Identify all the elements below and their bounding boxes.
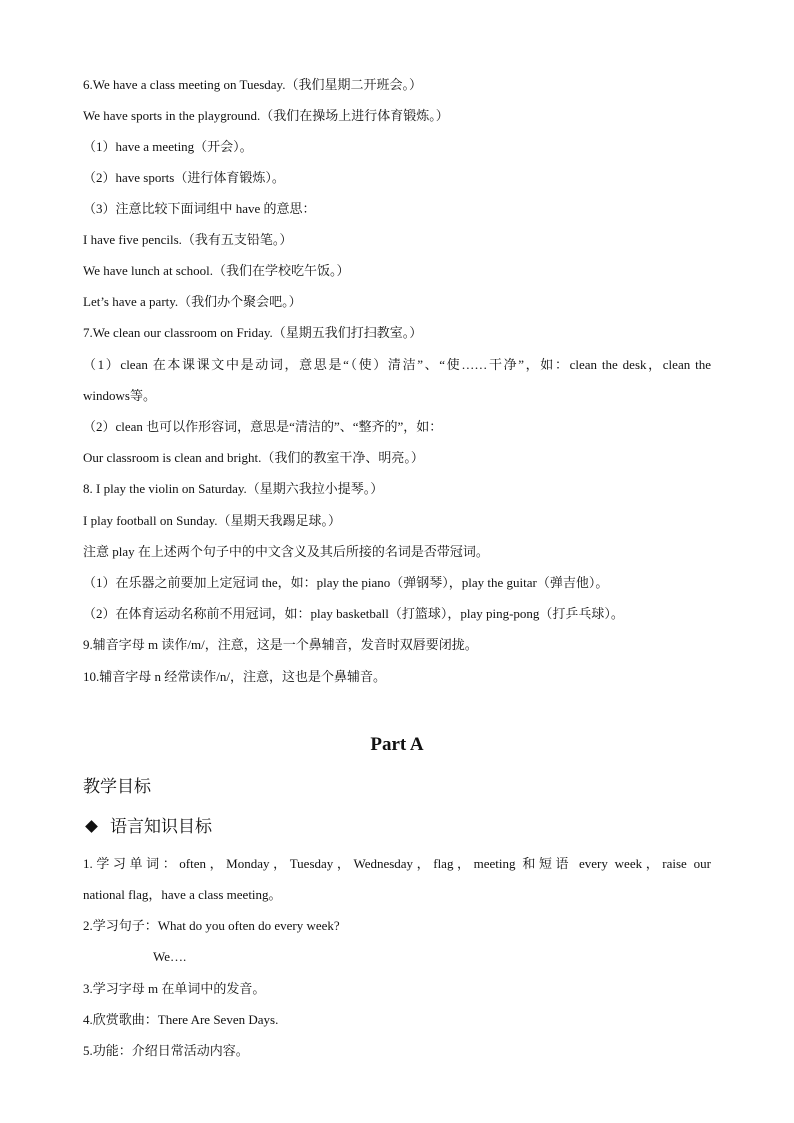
teaching-goals-heading: 教学目标 bbox=[83, 777, 151, 797]
text-line: 注意 play 在上述两个句子中的中文含义及其后所接的名词是否带冠词。 bbox=[83, 544, 489, 559]
language-goals-heading bbox=[83, 816, 212, 838]
text-line: 6.We have a class meeting on Tuesday.（我们星期二开班会。） bbox=[83, 77, 422, 92]
text-line: Let’s have a party.（我们办个聚会吧。） bbox=[83, 294, 302, 309]
text-line: Our classroom is clean and bright.（我们的教室干净、明亮。） bbox=[83, 450, 424, 465]
language-goals-label: 语言知识目标 bbox=[110, 817, 212, 837]
text-line: We have sports in the playground.（我们在操场上进行体育锻炼。） bbox=[83, 108, 449, 123]
text-line: 10.辅音字母 n 经常读作/n/，注意，这也是个鼻辅音。 bbox=[83, 669, 386, 684]
text-line: （3）注意比较下面词组中 have 的意思： bbox=[83, 201, 316, 216]
part-title: Part A bbox=[370, 734, 424, 755]
goal-line: national flag，have a class meeting。 bbox=[83, 887, 282, 902]
goal-line: 1.学习单词：often，Monday，Tuesday，Wednesday，flag，meeting 和短语 every week，raise our bbox=[83, 856, 711, 871]
text-line: （2）在体育运动名称前不用冠词，如：play basketball（打篮球），play ping-pong（打乒乓球）。 bbox=[83, 606, 624, 621]
goal-line: 2.学习句子：What do you often do every week? bbox=[83, 918, 340, 933]
text-line: 9.辅音字母 m 读作/m/，注意，这是一个鼻辅音，发音时双唇要闭拢。 bbox=[83, 637, 478, 652]
text-line: 8. I play the violin on Saturday.（星期六我拉小提琴。） bbox=[83, 481, 384, 496]
text-line: （1）have a meeting（开会）。 bbox=[83, 139, 253, 154]
text-line: 7.We clean our classroom on Friday.（星期五我们打扫教室。） bbox=[83, 325, 423, 340]
text-line: （1）在乐器之前要加上定冠词 the，如：play the piano（弹钢琴），play the guitar（弹吉他）。 bbox=[83, 575, 609, 590]
goal-line: 4.欣赏歌曲：There Are Seven Days. bbox=[83, 1012, 279, 1027]
goal-line: We…. bbox=[153, 949, 187, 964]
text-line: （1）clean 在本课课文中是动词，意思是“（使）清洁”、“使……干净”，如：clean the desk，clean the bbox=[83, 357, 711, 372]
text-line: I play football on Sunday.（星期天我踢足球。） bbox=[83, 513, 342, 528]
text-line: （2）have sports（进行体育锻炼）。 bbox=[83, 170, 285, 185]
text-line: windows等。 bbox=[83, 388, 156, 403]
goal-line: 5.功能：介绍日常活动内容。 bbox=[83, 1043, 249, 1058]
diamond-bullet-icon bbox=[85, 820, 98, 833]
goal-line: 3.学习字母 m 在单词中的发音。 bbox=[83, 981, 266, 996]
text-line: We have lunch at school.（我们在学校吃午饭。） bbox=[83, 263, 350, 278]
text-line: I have five pencils.（我有五支铅笔。） bbox=[83, 232, 293, 247]
text-line: （2）clean 也可以作形容词，意思是“清洁的”、“整齐的”，如： bbox=[83, 419, 443, 434]
